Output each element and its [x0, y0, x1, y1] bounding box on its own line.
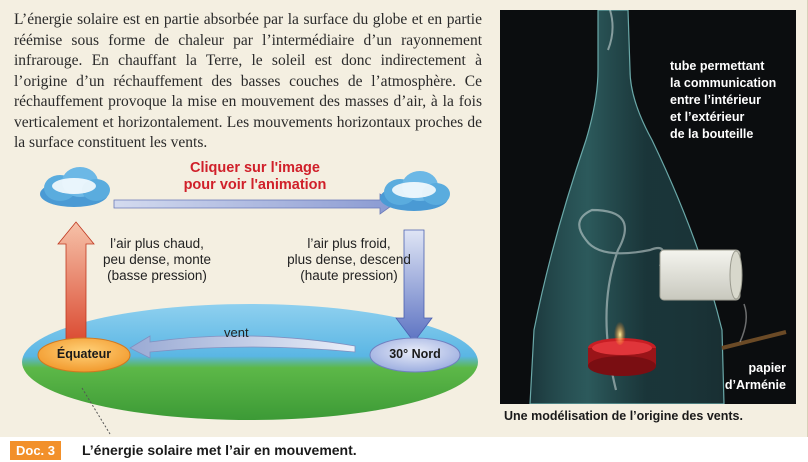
cold-air-line: l’air plus froid, — [307, 236, 391, 251]
doc-badge: Doc. 3 — [10, 441, 61, 460]
animation-link[interactable] — [150, 160, 360, 194]
tube-label-line: tube permettant — [670, 59, 765, 73]
tube-label-line: de la bouteille — [670, 127, 754, 141]
diagram-graphic[interactable] — [0, 160, 500, 437]
animation-link-line1[interactable]: Cliquer sur l'image — [190, 160, 320, 176]
tube-label — [670, 58, 790, 143]
north-label: 30° Nord — [389, 347, 441, 361]
upper-flow-arrow — [114, 194, 394, 214]
cold-air-label — [274, 236, 424, 284]
cloud-icon-left — [40, 167, 110, 207]
paper-label-line: papier — [748, 361, 786, 375]
warm-air-label — [82, 236, 232, 284]
tube-label-line: et l’extérieur — [670, 110, 745, 124]
warm-air-line: peu dense, monte — [102, 252, 212, 267]
tube-icon — [660, 250, 740, 300]
tube-label-line: la communication — [670, 76, 777, 90]
photo-caption: Une modélisation de l’origine des vents. — [504, 409, 743, 423]
equator-label: Équateur — [56, 347, 112, 361]
intro-paragraph: L’énergie solaire est en partie absorbée par la surface du globe et en partie réémise sous forme de chaleur par l’intermédiaire d’un rayonnement infrarouge. En chauffant la Terre, le soleil est donc indirectement à l’origine d’un réchauffement des basses couches de l’atmosphère. Ce réchauffement provoque la mise en mouvement des masses d’air, à la fois verticalement et horizontalement. Les mouvements horizontaux proches de la surface constituent les vents. — [14, 11, 482, 151]
tube-label-line: entre l’intérieur — [670, 93, 761, 107]
cold-air-line: (haute pression) — [300, 268, 398, 283]
paper-label-line: d’Arménie — [724, 378, 786, 392]
candle-flame — [614, 319, 626, 345]
wind-diagram[interactable] — [0, 160, 500, 437]
wind-label: vent — [224, 325, 249, 340]
paper-label — [686, 360, 786, 394]
bottle-photo — [500, 10, 796, 404]
doc-title: L’énergie solaire met l’air en mouvement. — [82, 442, 357, 458]
animation-link-line2[interactable]: pour voir l'animation — [183, 177, 327, 193]
cold-air-line: plus dense, descend — [287, 252, 411, 267]
warm-air-line: (basse pression) — [107, 268, 207, 283]
cloud-icon-right — [380, 171, 450, 211]
warm-air-line: l’air plus chaud, — [110, 236, 204, 251]
